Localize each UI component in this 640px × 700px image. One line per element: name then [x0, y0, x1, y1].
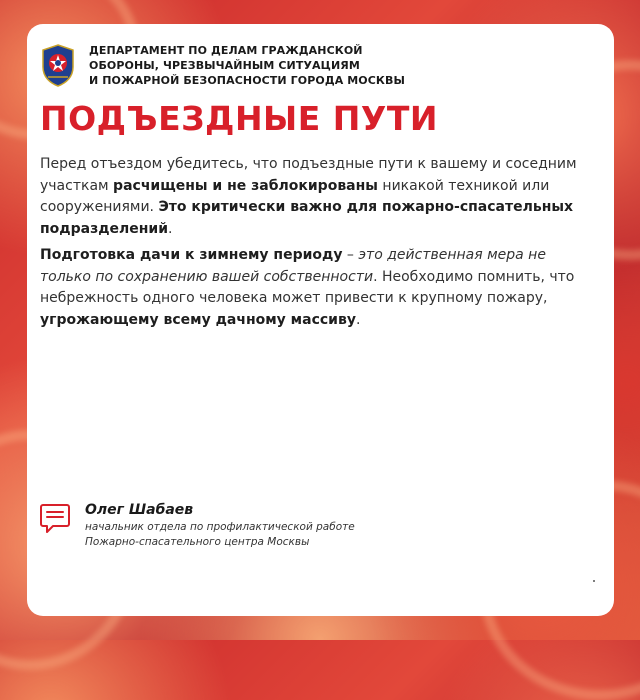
text-segment: никакой техникой или сооружениями. — [40, 177, 550, 215]
paragraph-access-roads — [40, 154, 600, 240]
decorative-dot — [593, 580, 595, 582]
text-segment: Перед отъездом убедитесь, что подъездные пути к вашему и соседним участкам — [40, 156, 577, 194]
author-role-line: Пожарно-спасательного центра Москвы — [85, 536, 310, 548]
bold-segment: Это критически важно для пожарно-спасательных подразделений — [40, 199, 574, 237]
paragraph-winter-prep — [40, 245, 600, 331]
bold-segment: Подготовка дачи к зимнему периоду — [40, 247, 343, 263]
bold-segment: угрожающему всему дачному массиву — [40, 311, 356, 328]
content-card — [27, 24, 614, 616]
author-name: Олег Шабаев — [85, 502, 194, 518]
text-segment: . Необходимо помнить, что небрежность одного человека может привести к крупному пожару, — [40, 268, 575, 306]
quote-bubble-icon — [39, 502, 71, 534]
department-line: И ПОЖАРНОЙ БЕЗОПАСНОСТИ ГОРОДА МОСКВЫ — [89, 74, 406, 87]
italic-segment: это действенная мера не только по сохранению вашей собственности — [40, 247, 546, 285]
department-line: ДЕПАРТАМЕНТ ПО ДЕЛАМ ГРАЖДАНСКОЙ — [89, 44, 363, 57]
author-role-line: начальник отдела по профилактической работе — [85, 521, 355, 533]
author-role — [85, 520, 355, 550]
department-line: ОБОРОНЫ, ЧРЕЗВЫЧАЙНЫМ СИТУАЦИЯМ — [89, 59, 360, 72]
page-title: ПОДЪЕЗДНЫЕ ПУТИ — [40, 99, 438, 138]
bold-segment: расчищены и не заблокированы — [113, 177, 378, 194]
text-segment: . — [168, 220, 173, 237]
text-segment: . — [355, 311, 361, 328]
text-segment: – — [342, 247, 359, 263]
moscow-emercom-emblem-icon — [40, 43, 76, 87]
department-name — [89, 43, 489, 88]
